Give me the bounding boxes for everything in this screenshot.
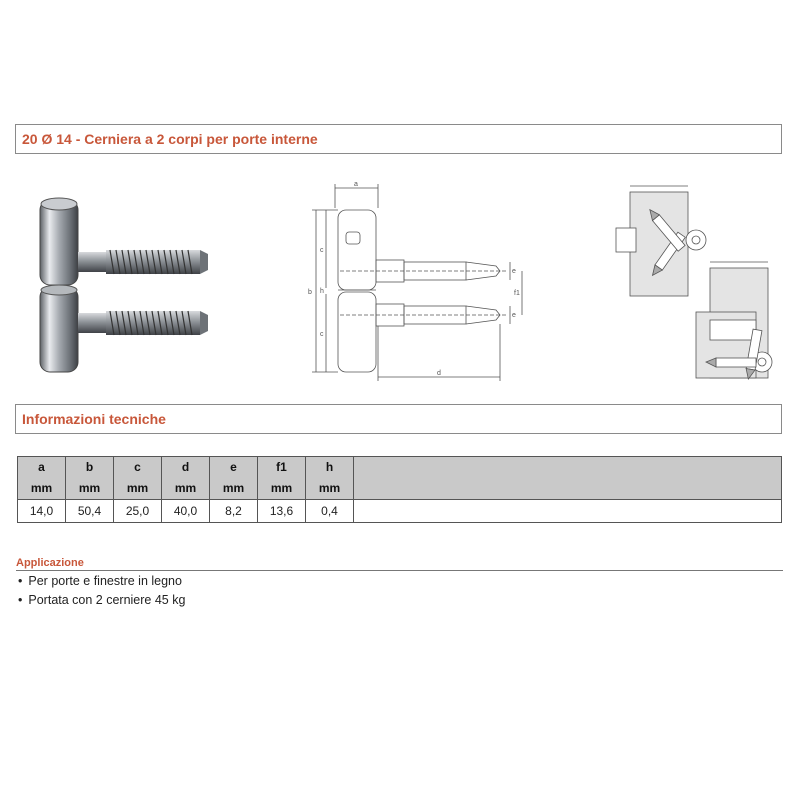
dim-label-c1: c (320, 247, 324, 254)
table-header-row (18, 457, 782, 500)
cell-f1: 13,6 (258, 500, 306, 523)
dim-label-e2: e (512, 312, 516, 319)
col-header-d: d mm (162, 457, 210, 500)
cell-a: 14,0 (18, 500, 66, 523)
list-item: • Portata con 2 cerniere 45 kg (18, 591, 185, 610)
cell-e: 8,2 (210, 500, 258, 523)
cell-empty (354, 500, 782, 523)
col-header-a: a mm (18, 457, 66, 500)
application-list (18, 572, 185, 610)
installation-diagram (612, 180, 782, 390)
application-title: Applicazione (16, 557, 783, 571)
dim-label-a: a (354, 181, 358, 188)
tech-info-title: Informazioni tecniche (22, 411, 166, 427)
cell-b: 50,4 (66, 500, 114, 523)
cell-c: 25,0 (114, 500, 162, 523)
table-row (18, 500, 782, 523)
dim-label-e1: e (512, 268, 516, 275)
product-title-box (15, 124, 782, 154)
col-header-b: b mm (66, 457, 114, 500)
dim-label-c2: c (320, 331, 324, 338)
spec-table (17, 456, 782, 523)
figures-area (0, 170, 800, 390)
col-header-empty (354, 457, 782, 500)
cell-d: 40,0 (162, 500, 210, 523)
dim-label-d: d (437, 370, 441, 377)
product-title: 20 Ø 14 - Cerniera a 2 corpi per porte interne (22, 131, 318, 147)
col-header-e: e mm (210, 457, 258, 500)
dim-label-b: b (308, 289, 312, 296)
cell-h: 0,4 (306, 500, 354, 523)
col-header-c: c mm (114, 457, 162, 500)
list-item: • Per porte e finestre in legno (18, 572, 185, 591)
dim-label-h: h (320, 288, 324, 295)
hinge-photo (30, 192, 220, 378)
dim-label-f1: f1 (514, 290, 520, 297)
col-header-f1: f1 mm (258, 457, 306, 500)
tech-info-title-box (15, 404, 782, 434)
col-header-h: h mm (306, 457, 354, 500)
dimension-drawing (300, 180, 530, 385)
